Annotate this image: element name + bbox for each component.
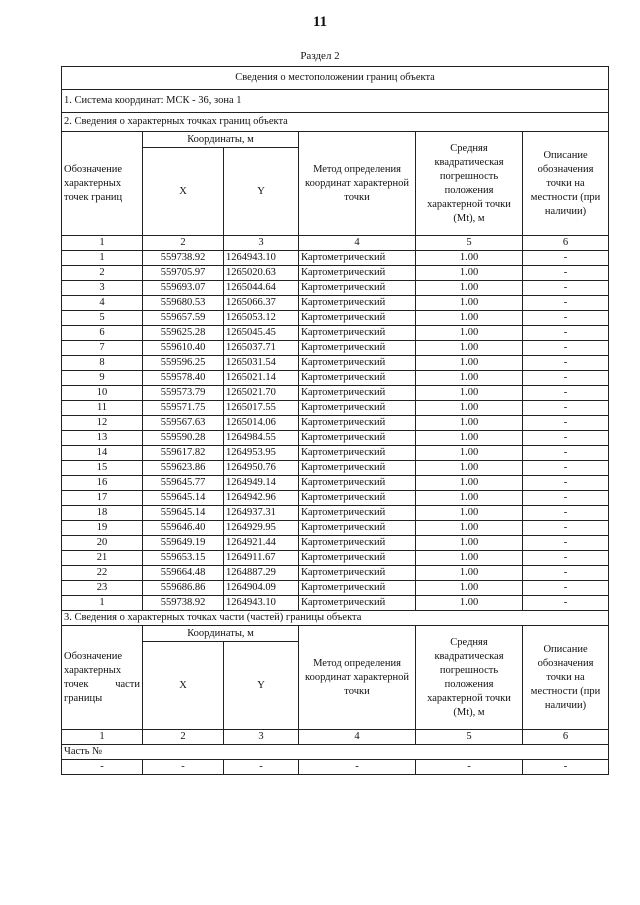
- parts-header-y: Y: [224, 642, 299, 730]
- method: Картометрический: [299, 446, 416, 461]
- description: -: [523, 491, 609, 506]
- y-coordinate: 1265044.64: [224, 281, 299, 296]
- point-id: 7: [62, 341, 143, 356]
- description: -: [523, 760, 609, 775]
- table-row: [62, 401, 609, 416]
- y-coordinate: 1264904.09: [224, 581, 299, 596]
- y-coordinate: 1265053.12: [224, 311, 299, 326]
- method: Картометрический: [299, 371, 416, 386]
- table-row: [62, 461, 609, 476]
- column-number: 3: [224, 236, 299, 251]
- x-coordinate: 559680.53: [143, 296, 224, 311]
- method: Картометрический: [299, 476, 416, 491]
- description: -: [523, 536, 609, 551]
- table-row: [62, 536, 609, 551]
- description: -: [523, 551, 609, 566]
- error-value: 1.00: [416, 431, 523, 446]
- point-id: 18: [62, 506, 143, 521]
- description: -: [523, 431, 609, 446]
- description: -: [523, 326, 609, 341]
- table-row: [62, 251, 609, 266]
- x-coordinate: 559645.14: [143, 506, 224, 521]
- x-coordinate: 559645.14: [143, 491, 224, 506]
- table-row: [62, 581, 609, 596]
- method: Картометрический: [299, 296, 416, 311]
- method: -: [299, 760, 416, 775]
- header-error: Средняя квадратическая погрешность положения характерной точки (Mt), м: [416, 132, 523, 236]
- parts-heading: 3. Сведения о характерных точках части (частей) границы объекта: [62, 611, 609, 626]
- parts-header-error: Средняя квадратическая погрешность положения характерной точки (Mt), м: [416, 626, 523, 730]
- method: Картометрический: [299, 311, 416, 326]
- point-id: -: [62, 760, 143, 775]
- description: -: [523, 566, 609, 581]
- error-value: 1.00: [416, 506, 523, 521]
- point-id: 16: [62, 476, 143, 491]
- x-coordinate: 559617.82: [143, 446, 224, 461]
- method: Картометрический: [299, 266, 416, 281]
- description: -: [523, 281, 609, 296]
- table-row: [62, 326, 609, 341]
- table-row: [62, 296, 609, 311]
- y-coordinate: 1264911.67: [224, 551, 299, 566]
- table-title: Сведения о местоположении границ объекта: [62, 67, 609, 90]
- table-row: [62, 551, 609, 566]
- y-coordinate: 1265031.54: [224, 356, 299, 371]
- x-coordinate: 559686.86: [143, 581, 224, 596]
- description: -: [523, 446, 609, 461]
- y-coordinate: 1265014.06: [224, 416, 299, 431]
- x-coordinate: 559693.07: [143, 281, 224, 296]
- error-value: 1.00: [416, 596, 523, 611]
- y-coordinate: 1264943.10: [224, 251, 299, 266]
- column-number: 1: [62, 730, 143, 745]
- y-coordinate: 1264953.95: [224, 446, 299, 461]
- header-y: Y: [224, 148, 299, 236]
- description: -: [523, 581, 609, 596]
- coord-system: 1. Система координат: МСК - 36, зона 1: [62, 90, 609, 113]
- table-row: [62, 356, 609, 371]
- table-row: [62, 281, 609, 296]
- table-row: [62, 446, 609, 461]
- parts-header-designation: Обозначение характерных точек части границы: [62, 626, 143, 730]
- table-row: [62, 476, 609, 491]
- point-id: 2: [62, 266, 143, 281]
- y-coordinate: 1264921.44: [224, 536, 299, 551]
- x-coordinate: 559653.15: [143, 551, 224, 566]
- description: -: [523, 251, 609, 266]
- header-description: Описание обозначения точки на местности (при наличии): [523, 132, 609, 236]
- parts-header-description: Описание обозначения точки на местности (при наличии): [523, 626, 609, 730]
- y-coordinate: 1264937.31: [224, 506, 299, 521]
- description: -: [523, 356, 609, 371]
- description: -: [523, 266, 609, 281]
- description: -: [523, 296, 609, 311]
- y-coordinate: -: [224, 760, 299, 775]
- header-method: Метод определения координат характерной точки: [299, 132, 416, 236]
- x-coordinate: 559625.28: [143, 326, 224, 341]
- method: Картометрический: [299, 521, 416, 536]
- point-id: 23: [62, 581, 143, 596]
- error-value: 1.00: [416, 356, 523, 371]
- x-coordinate: 559738.92: [143, 596, 224, 611]
- point-id: 17: [62, 491, 143, 506]
- point-id: 10: [62, 386, 143, 401]
- error-value: 1.00: [416, 461, 523, 476]
- description: -: [523, 476, 609, 491]
- y-coordinate: 1264929.95: [224, 521, 299, 536]
- method: Картометрический: [299, 596, 416, 611]
- error-value: 1.00: [416, 491, 523, 506]
- y-coordinate: 1265037.71: [224, 341, 299, 356]
- x-coordinate: 559578.40: [143, 371, 224, 386]
- description: -: [523, 341, 609, 356]
- point-id: 3: [62, 281, 143, 296]
- table-row: [62, 521, 609, 536]
- header-x: X: [143, 148, 224, 236]
- table-row: [62, 491, 609, 506]
- point-id: 12: [62, 416, 143, 431]
- header-designation: Обозначение характерных точек границ: [62, 132, 143, 236]
- error-value: 1.00: [416, 401, 523, 416]
- point-id: 20: [62, 536, 143, 551]
- point-id: 19: [62, 521, 143, 536]
- column-number: 4: [299, 236, 416, 251]
- point-id: 14: [62, 446, 143, 461]
- description: -: [523, 596, 609, 611]
- column-numbers-row: [62, 236, 609, 251]
- x-coordinate: 559571.75: [143, 401, 224, 416]
- error-value: 1.00: [416, 536, 523, 551]
- error-value: 1.00: [416, 341, 523, 356]
- error-value: 1.00: [416, 386, 523, 401]
- method: Картометрический: [299, 536, 416, 551]
- x-coordinate: -: [143, 760, 224, 775]
- description: -: [523, 461, 609, 476]
- y-coordinate: 1264950.76: [224, 461, 299, 476]
- error-value: 1.00: [416, 251, 523, 266]
- description: -: [523, 311, 609, 326]
- table-row: [62, 416, 609, 431]
- error-value: 1.00: [416, 521, 523, 536]
- column-number: 6: [523, 236, 609, 251]
- x-coordinate: 559649.19: [143, 536, 224, 551]
- x-coordinate: 559573.79: [143, 386, 224, 401]
- description: -: [523, 386, 609, 401]
- error-value: 1.00: [416, 326, 523, 341]
- method: Картометрический: [299, 386, 416, 401]
- column-number: 1: [62, 236, 143, 251]
- point-id: 6: [62, 326, 143, 341]
- error-value: 1.00: [416, 446, 523, 461]
- method: Картометрический: [299, 506, 416, 521]
- header-coordinates: Координаты, м: [143, 132, 299, 148]
- x-coordinate: 559623.86: [143, 461, 224, 476]
- error-value: -: [416, 760, 523, 775]
- y-coordinate: 1264887.29: [224, 566, 299, 581]
- part-label: Часть №: [62, 745, 609, 760]
- column-number: 5: [416, 236, 523, 251]
- y-coordinate: 1265066.37: [224, 296, 299, 311]
- column-number: 6: [523, 730, 609, 745]
- method: Картометрический: [299, 326, 416, 341]
- y-coordinate: 1264942.96: [224, 491, 299, 506]
- description: -: [523, 506, 609, 521]
- table-row: [62, 386, 609, 401]
- x-coordinate: 559738.92: [143, 251, 224, 266]
- section-label: Раздел 2: [300, 50, 340, 62]
- error-value: 1.00: [416, 416, 523, 431]
- y-coordinate: 1265020.63: [224, 266, 299, 281]
- description: -: [523, 401, 609, 416]
- description: -: [523, 521, 609, 536]
- method: Картометрический: [299, 416, 416, 431]
- error-value: 1.00: [416, 296, 523, 311]
- point-id: 11: [62, 401, 143, 416]
- point-id: 13: [62, 431, 143, 446]
- column-number: 5: [416, 730, 523, 745]
- table-row: [62, 266, 609, 281]
- method: Картометрический: [299, 461, 416, 476]
- parts-header-x: X: [143, 642, 224, 730]
- column-number: 2: [143, 730, 224, 745]
- x-coordinate: 559567.63: [143, 416, 224, 431]
- point-id: 8: [62, 356, 143, 371]
- point-id: 21: [62, 551, 143, 566]
- error-value: 1.00: [416, 566, 523, 581]
- point-id: 1: [62, 596, 143, 611]
- point-id: 22: [62, 566, 143, 581]
- error-value: 1.00: [416, 581, 523, 596]
- parts-heading-row: [62, 611, 609, 626]
- column-number: 2: [143, 236, 224, 251]
- page-number: 11: [312, 14, 328, 30]
- boundary-table: [61, 66, 609, 775]
- y-coordinate: 1265017.55: [224, 401, 299, 416]
- method: Картометрический: [299, 281, 416, 296]
- method: Картометрический: [299, 341, 416, 356]
- table-row: [62, 760, 609, 775]
- x-coordinate: 559590.28: [143, 431, 224, 446]
- error-value: 1.00: [416, 311, 523, 326]
- parts-header-method: Метод определения координат характерной точки: [299, 626, 416, 730]
- point-id: 4: [62, 296, 143, 311]
- error-value: 1.00: [416, 266, 523, 281]
- method: Картометрический: [299, 356, 416, 371]
- method: Картометрический: [299, 566, 416, 581]
- error-value: 1.00: [416, 551, 523, 566]
- parts-header-coordinates: Координаты, м: [143, 626, 299, 642]
- method: Картометрический: [299, 431, 416, 446]
- method: Картометрический: [299, 401, 416, 416]
- y-coordinate: 1264949.14: [224, 476, 299, 491]
- x-coordinate: 559596.25: [143, 356, 224, 371]
- table-row: [62, 371, 609, 386]
- point-id: 1: [62, 251, 143, 266]
- x-coordinate: 559645.77: [143, 476, 224, 491]
- table-row: [62, 566, 609, 581]
- x-coordinate: 559646.40: [143, 521, 224, 536]
- description: -: [523, 416, 609, 431]
- table-row: [62, 431, 609, 446]
- table-row: [62, 311, 609, 326]
- x-coordinate: 559664.48: [143, 566, 224, 581]
- error-value: 1.00: [416, 281, 523, 296]
- column-numbers-row: [62, 730, 609, 745]
- method: Картометрический: [299, 491, 416, 506]
- y-coordinate: 1265045.45: [224, 326, 299, 341]
- y-coordinate: 1264984.55: [224, 431, 299, 446]
- table-row: [62, 341, 609, 356]
- column-number: 3: [224, 730, 299, 745]
- x-coordinate: 559610.40: [143, 341, 224, 356]
- point-id: 9: [62, 371, 143, 386]
- error-value: 1.00: [416, 476, 523, 491]
- error-value: 1.00: [416, 371, 523, 386]
- description: -: [523, 371, 609, 386]
- point-id: 5: [62, 311, 143, 326]
- table-row: [62, 596, 609, 611]
- method: Картометрический: [299, 551, 416, 566]
- table-row: [62, 506, 609, 521]
- column-number: 4: [299, 730, 416, 745]
- x-coordinate: 559705.97: [143, 266, 224, 281]
- points-heading: 2. Сведения о характерных точках границ объекта: [62, 113, 609, 132]
- x-coordinate: 559657.59: [143, 311, 224, 326]
- point-id: 15: [62, 461, 143, 476]
- y-coordinate: 1265021.70: [224, 386, 299, 401]
- method: Картометрический: [299, 251, 416, 266]
- y-coordinate: 1264943.10: [224, 596, 299, 611]
- method: Картометрический: [299, 581, 416, 596]
- y-coordinate: 1265021.14: [224, 371, 299, 386]
